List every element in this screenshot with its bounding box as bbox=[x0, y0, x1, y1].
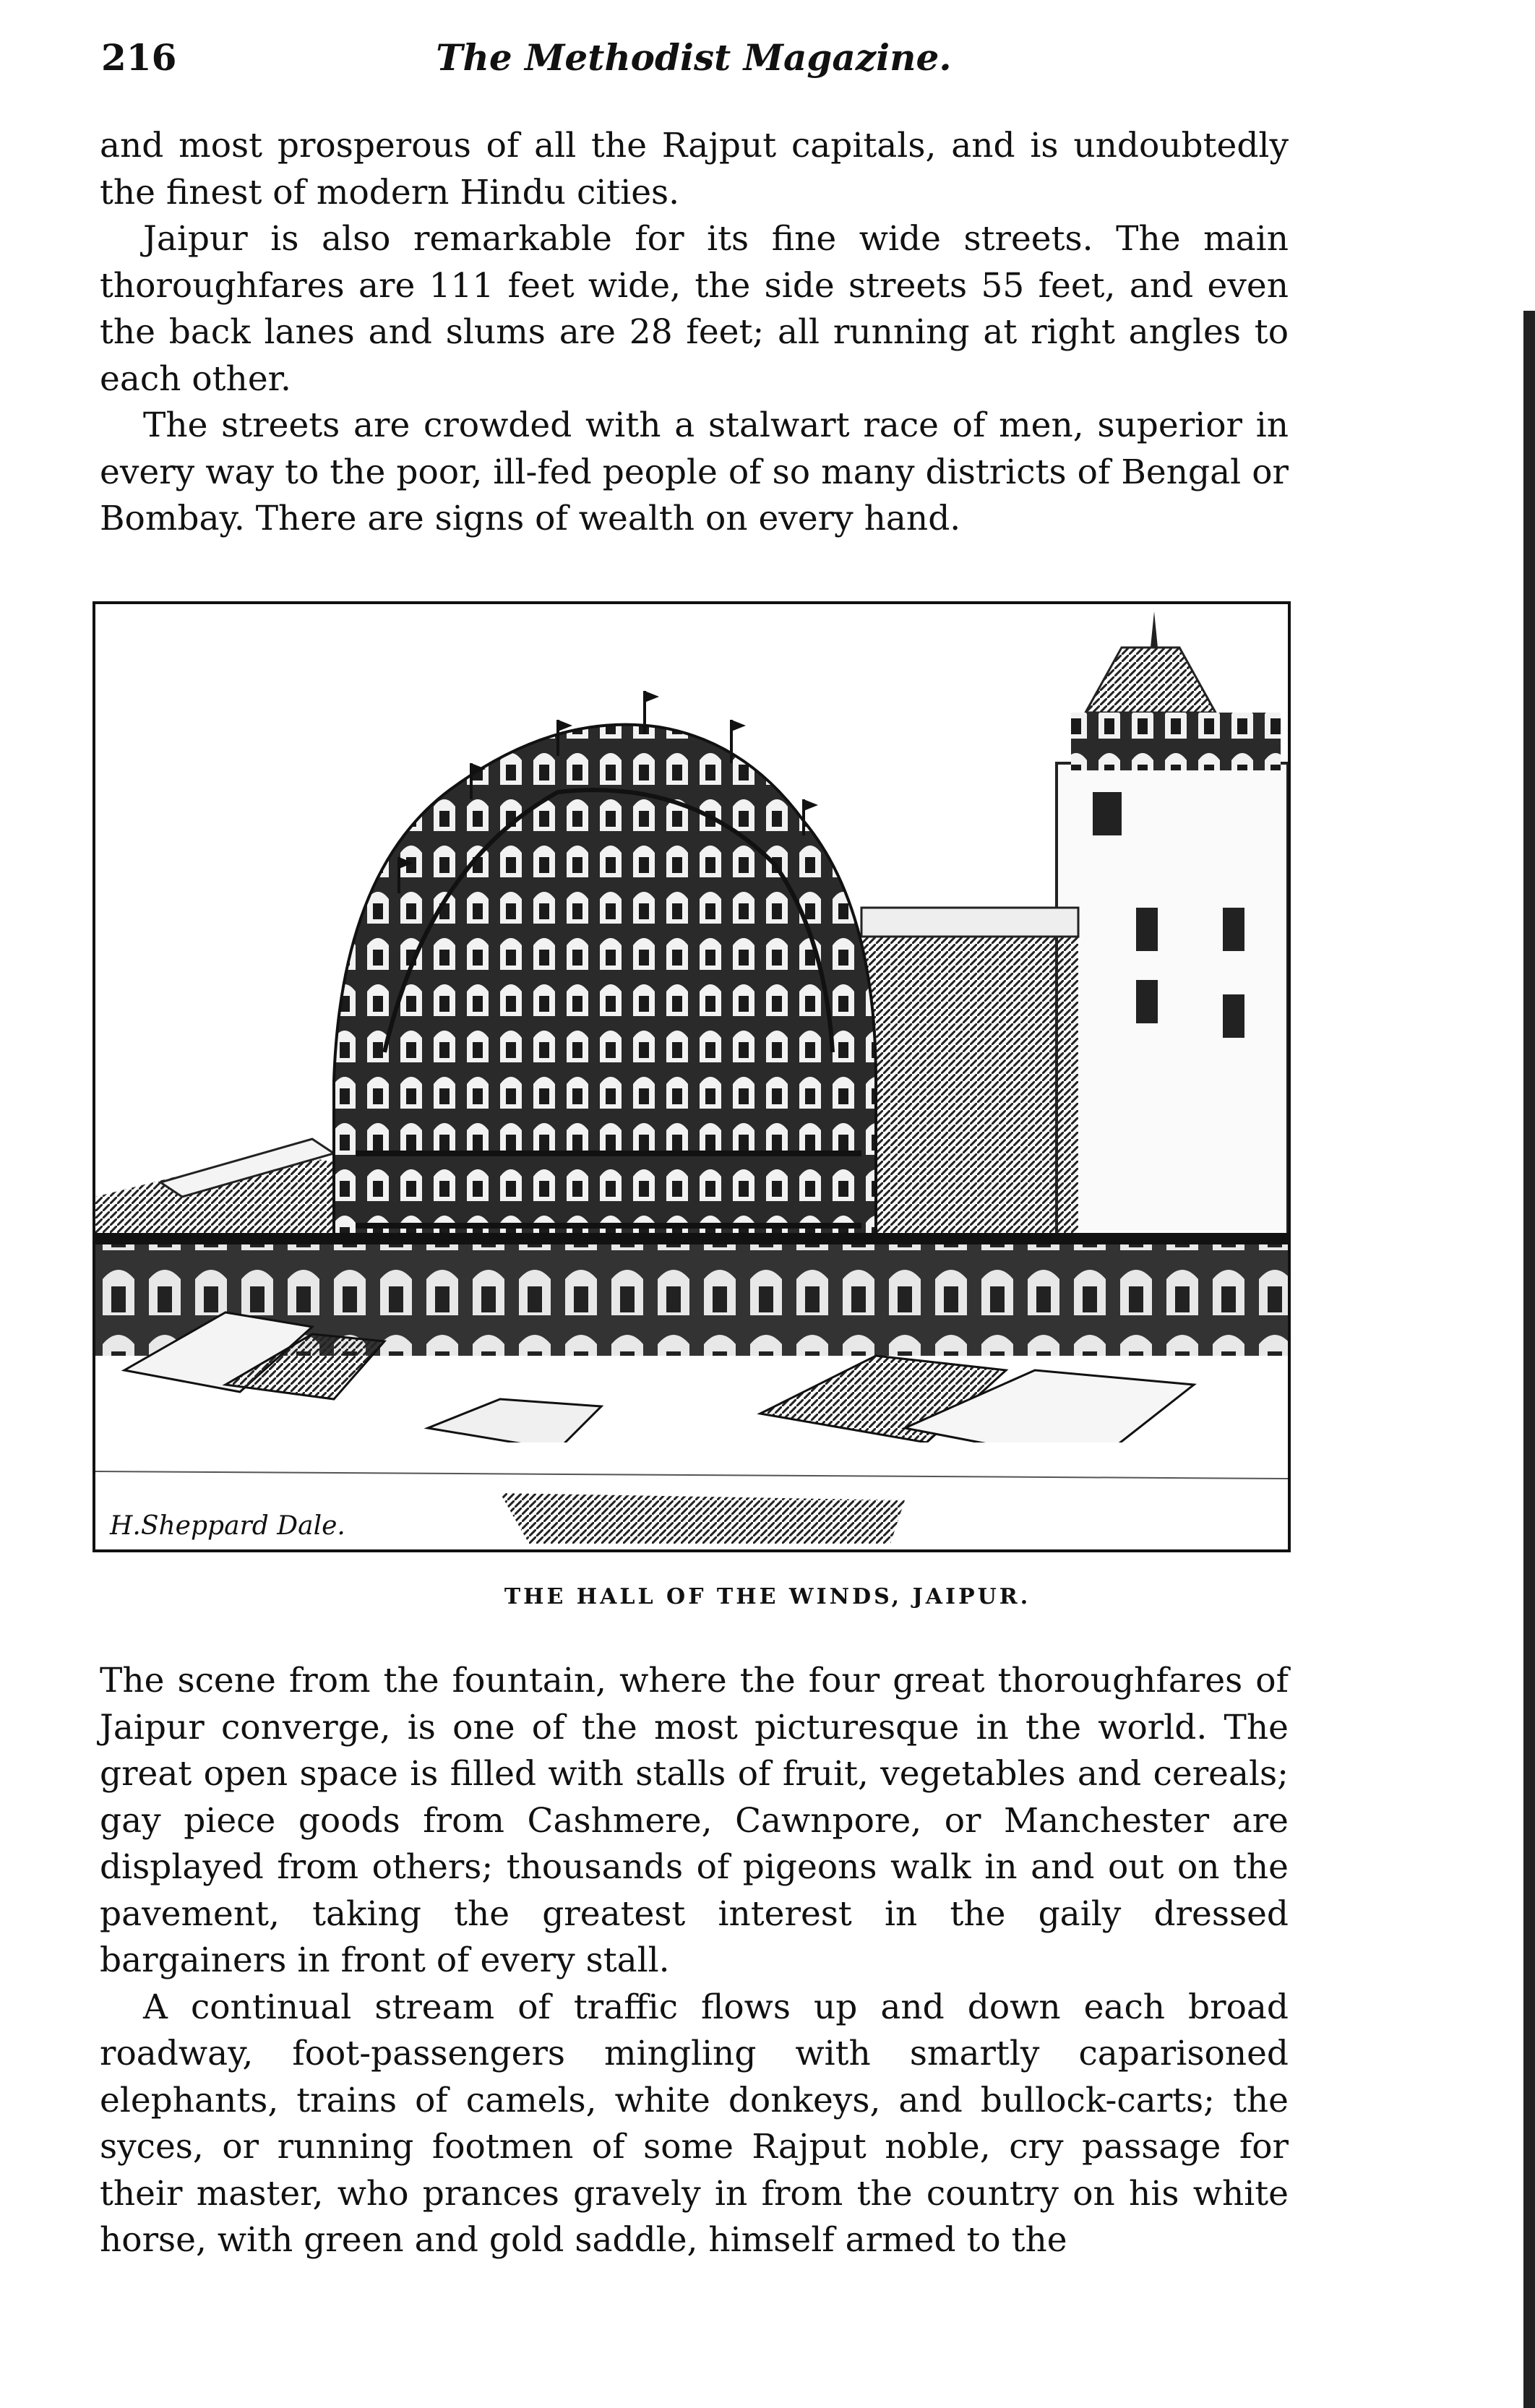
page-header bbox=[101, 36, 1286, 94]
running-title: The Methodist Magazine. bbox=[436, 36, 952, 79]
paragraph-traffic: A continual stream of traffic flows up and down each broad roadway, foot-passengers mingling with smartly caparisoned elephants, trains of camels, white donkeys, and bullock-carts; the syces, or running footmen of some Rajput noble, cry passage for their master, who prances gravely in from the country on his white horse, with green and gold saddle, himself armed to the bbox=[100, 1987, 1289, 2260]
page-number: 216 bbox=[101, 36, 177, 79]
engraving-artwork bbox=[95, 604, 1288, 1549]
paragraph-fountain: The scene from the fountain, where the four great thoroughfares of Jaipur converge, is one of the most picturesque in the world. The great open space is filled with stalls of fruit, vegetables and cereals; gay piece goods from Cashmere, Cawnpore, or Manchester are displayed from others; thousands of pigeons walk in and out on the pavement, taking the greatest interest in the gaily dressed bargainers in front of every stall. bbox=[100, 1661, 1289, 1980]
bottom-text-block bbox=[100, 1658, 1289, 2264]
paragraph-people: The streets are crowded with a stalwart race of men, superior in every way to the poor, ill-fed people of so many districts of Bengal or Bombay. There are signs of wealth on every hand. bbox=[100, 405, 1289, 538]
illustration-caption: THE HALL OF THE WINDS, JAIPUR. bbox=[504, 1584, 1031, 1609]
artist-signature: H.Sheppard Dale. bbox=[104, 1511, 351, 1541]
top-text-block bbox=[100, 123, 1289, 543]
hall-of-winds-engraving bbox=[93, 601, 1291, 1552]
page-edge-rule bbox=[1523, 311, 1535, 2408]
paragraph-streets: Jaipur is also remarkable for its fine wide streets. The main thoroughfares are 111 feet wide, the side streets 55 feet, and even the back lanes and slums are 28 feet; all running at right angles to each other. bbox=[100, 219, 1289, 399]
paragraph-continued: and most prosperous of all the Rajput capitals, and is undoubtedly the finest of modern Hindu cities. bbox=[100, 126, 1289, 212]
tower bbox=[1057, 611, 1288, 1298]
